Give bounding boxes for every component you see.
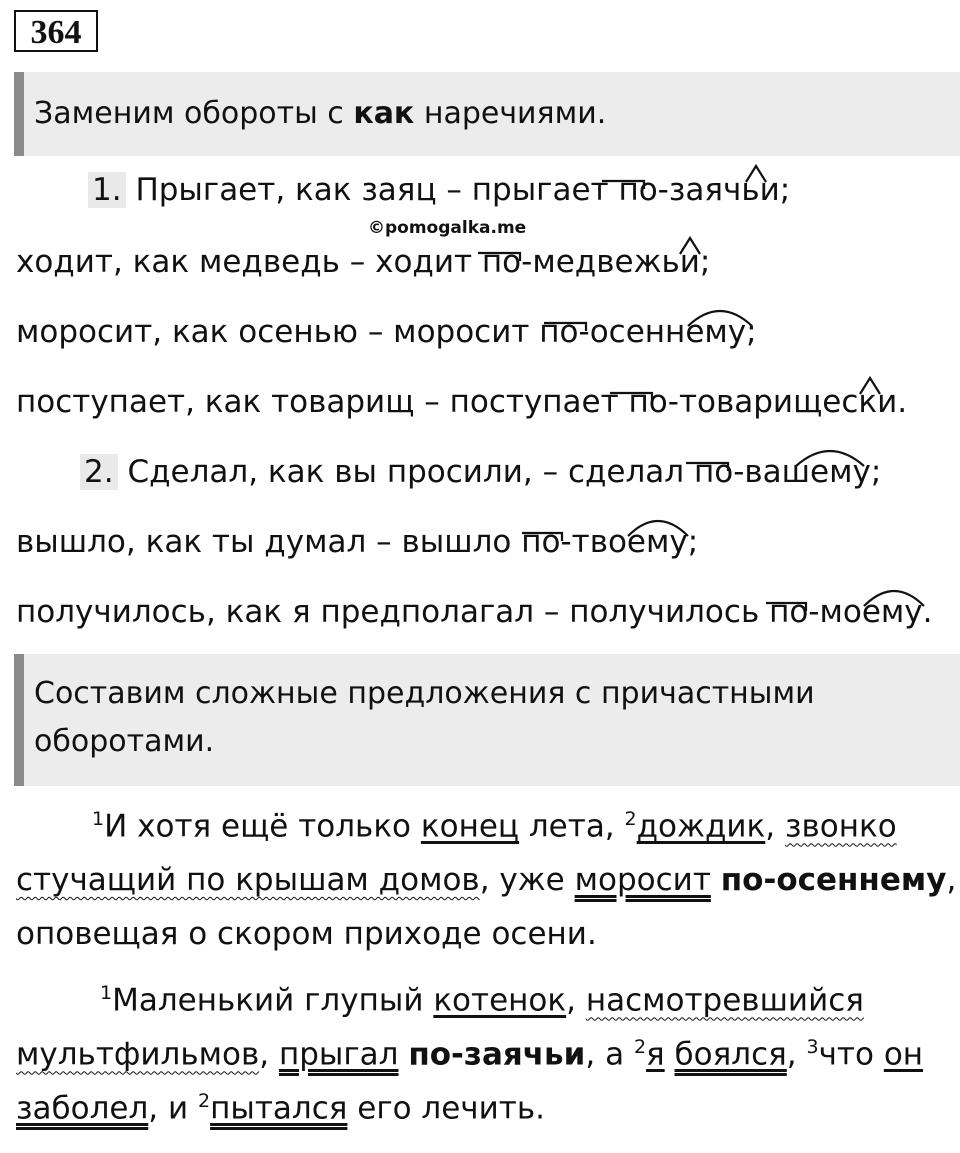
adverb-bold: по-осеннему <box>720 862 947 898</box>
subject-word: котенок <box>433 982 567 1019</box>
predicate-word: боялся <box>674 1036 787 1073</box>
sentence-line <box>100 982 864 1018</box>
sentence-text: , <box>765 808 785 845</box>
predicate-word: заболел <box>16 1090 149 1127</box>
watermark: ©pomogalka.me <box>368 218 527 238</box>
participle-phrase: насмотревшийся <box>585 982 864 1019</box>
heading-text-end: наречиями. <box>414 96 607 131</box>
subject-word: я <box>646 1036 665 1073</box>
participle-phrase: мультфильмов <box>16 1036 260 1073</box>
sentence-text: , <box>566 982 586 1019</box>
sentence-text: Маленький глупый <box>112 982 434 1019</box>
predicate-word: прыгал <box>278 1036 399 1073</box>
sentence-line <box>16 1036 923 1072</box>
list-marker: 1. <box>88 172 126 208</box>
participle-phrase: стучащий по крышам домов <box>16 862 480 898</box>
clause-number: 2 <box>633 1036 647 1058</box>
sentence-text: , <box>946 862 957 898</box>
sentence-text: , а <box>585 1036 634 1073</box>
clause-number: 2 <box>624 808 637 830</box>
subject-word: он <box>883 1036 924 1073</box>
example-line: ходит, как медведь – ходит по-медвежьи; <box>16 244 711 280</box>
predicate-word: пытался <box>210 1090 348 1127</box>
example-line: вышло, как ты думал – вышло по-твоему; <box>16 524 699 560</box>
example-line <box>88 172 790 208</box>
sentence-line <box>16 862 956 898</box>
example-text: Прыгает, как заяц – прыгает по-заячьи; <box>135 172 791 208</box>
sentence-line: оповещая о скором приходе осени. <box>16 916 597 952</box>
sentence-text <box>665 1036 675 1072</box>
sentence-text: лета, <box>519 808 625 845</box>
example-line: моросит, как осенью – моросит по-осеннему; <box>16 314 757 350</box>
section-heading-participles <box>14 654 960 786</box>
sentence-text: что <box>818 1036 884 1073</box>
clause-number: 3 <box>806 1036 819 1058</box>
clause-number: 1 <box>92 808 105 830</box>
subject-word: конец <box>420 808 520 845</box>
sentence-line <box>16 1090 545 1126</box>
heading-text-line: Составим сложные предложения с причастными <box>34 676 815 711</box>
sentence-text: , уже <box>479 862 575 898</box>
clause-number: 1 <box>100 982 113 1004</box>
sentence-text: его лечить. <box>347 1090 545 1127</box>
sentence-text: И хотя ещё только <box>104 808 421 845</box>
list-marker: 2. <box>80 454 118 490</box>
example-line <box>80 454 881 490</box>
sentence-text: , <box>259 1036 279 1073</box>
predicate-word: моросит <box>574 862 711 898</box>
section-heading-adverbs <box>14 72 960 156</box>
heading-bold-word: как <box>353 96 415 131</box>
heading-text-line: оборотами. <box>34 724 215 759</box>
example-line: поступает, как товарищ – поступает по-товарищески. <box>16 384 908 420</box>
example-text: Сделал, как вы просили, – сделал по-вашему; <box>127 454 882 490</box>
heading-text: Заменим обороты с <box>34 96 354 131</box>
sentence-text: , <box>786 1036 807 1073</box>
sentence-line <box>92 808 897 844</box>
sentence-text <box>711 862 721 898</box>
task-number: 364 <box>14 10 98 52</box>
sentence-text <box>398 1036 408 1072</box>
sentence-text: , и <box>148 1090 198 1127</box>
adverb-bold: по-заячьи <box>408 1036 586 1073</box>
example-line: получилось, как я предполагал – получилось по-моему. <box>16 594 933 630</box>
participle-phrase: звонко <box>784 808 897 845</box>
subject-word: дождик <box>636 808 766 845</box>
clause-number: 2 <box>197 1090 211 1112</box>
